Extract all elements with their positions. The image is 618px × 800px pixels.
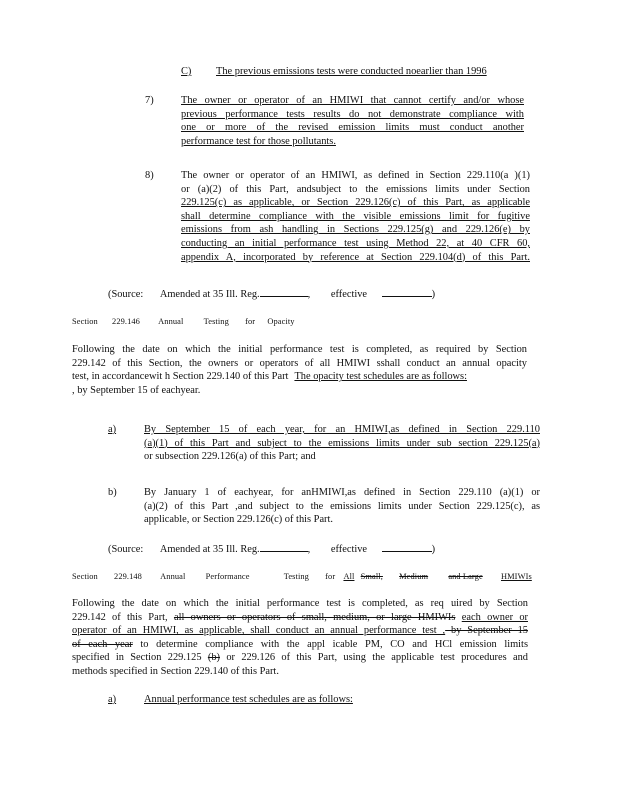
item-a-148-text: Annual performance test schedules are as follows:	[144, 694, 353, 705]
section-229-146-body: Following the date on which the initial performance test is completed, as required by Section 229.142 of this Section, the owners or operators of all HMIWI sshall conduct an annual opacity test, in accordancewit h Section 229.140 of this Part The opacity test schedules are as follows: , by September 15 of eachyear.	[72, 344, 527, 396]
item-8-text: The owner or operator of an HMIWI, as defined in Section 229.110(a )(1) or (a)(2) of this Part, andsubject to the emissions limits under Section 229.125(c) as applicable, or Section 229.126(c) of this Part, as applicable shall determine compliance with the visible emissions limit for fugitive emissions from ash handling in Sections 229.125(g) and 229.126(e) by conducting an initial performance test using Method 22, at 40 CFR 60, appendix A, incorporated by reference at Section 229.104(d) of this Part.	[181, 170, 530, 263]
source-note-1: (Source: Amended at 35 Ill. Reg. , effective )	[108, 286, 435, 302]
item-7-text: The owner or operator of an HMIWI that cannot certify and/or whose previous performance tests results do not demonstrate compliance with one or more of the revised emission limits must conduct another performance test for those pollutants.	[181, 95, 524, 147]
item-c-text: The previous emissions tests were conducted noearlier than 1996	[216, 66, 487, 77]
source-note-2: (Source: Amended at 35 Ill. Reg. , effective )	[108, 541, 435, 557]
section-229-148-body: Following the date on which the initial performance test is completed, as req uired by Section 229.142 of this Part, all owners or operators of small, medium, or large HMIWIs each owner or operator of an HMIWI, as applicable, shall conduct an annual performance test , by September 15 of each year to determine compliance with the appl icable PM, CO and HCl emission limits specified in Section 229.125 (b) or 229.126 of this Part, using the applicable test procedures and methods specified in Section 229.140 of this Part.	[72, 598, 528, 677]
item-c	[181, 65, 536, 79]
item-b-146-label: b)	[108, 487, 117, 498]
item-a-146-text: By September 15 of each year, for an HMIWI,as defined in Section 229.110 (a)(1) of this Part and subject to the emissions limits under sub section 229.125(a) or subsection 229.126(a) of this Part; and	[144, 424, 540, 463]
item-8-label: 8)	[145, 170, 154, 181]
section-heading-229-148: Section 229.148 Annual Performance Testing for All Small, Medium and Large HMIWIs	[72, 572, 532, 581]
item-a-146-label: a)	[108, 424, 117, 435]
item-c-label: C)	[181, 66, 192, 77]
item-b-146-text: By January 1 of eachyear, for anHMIWI,as defined in Section 229.110 (a)(1) or (a)(2) of this Part ,and subject to the emissions limits under Section 229.125(c), as applicable, or Section 229.126(c) of this Part.	[144, 487, 540, 526]
item-7-label: 7)	[145, 95, 154, 106]
section-heading-229-146: Section 229.146 Annual Testing for Opacity	[72, 317, 295, 326]
item-a-148-label: a)	[108, 694, 117, 705]
